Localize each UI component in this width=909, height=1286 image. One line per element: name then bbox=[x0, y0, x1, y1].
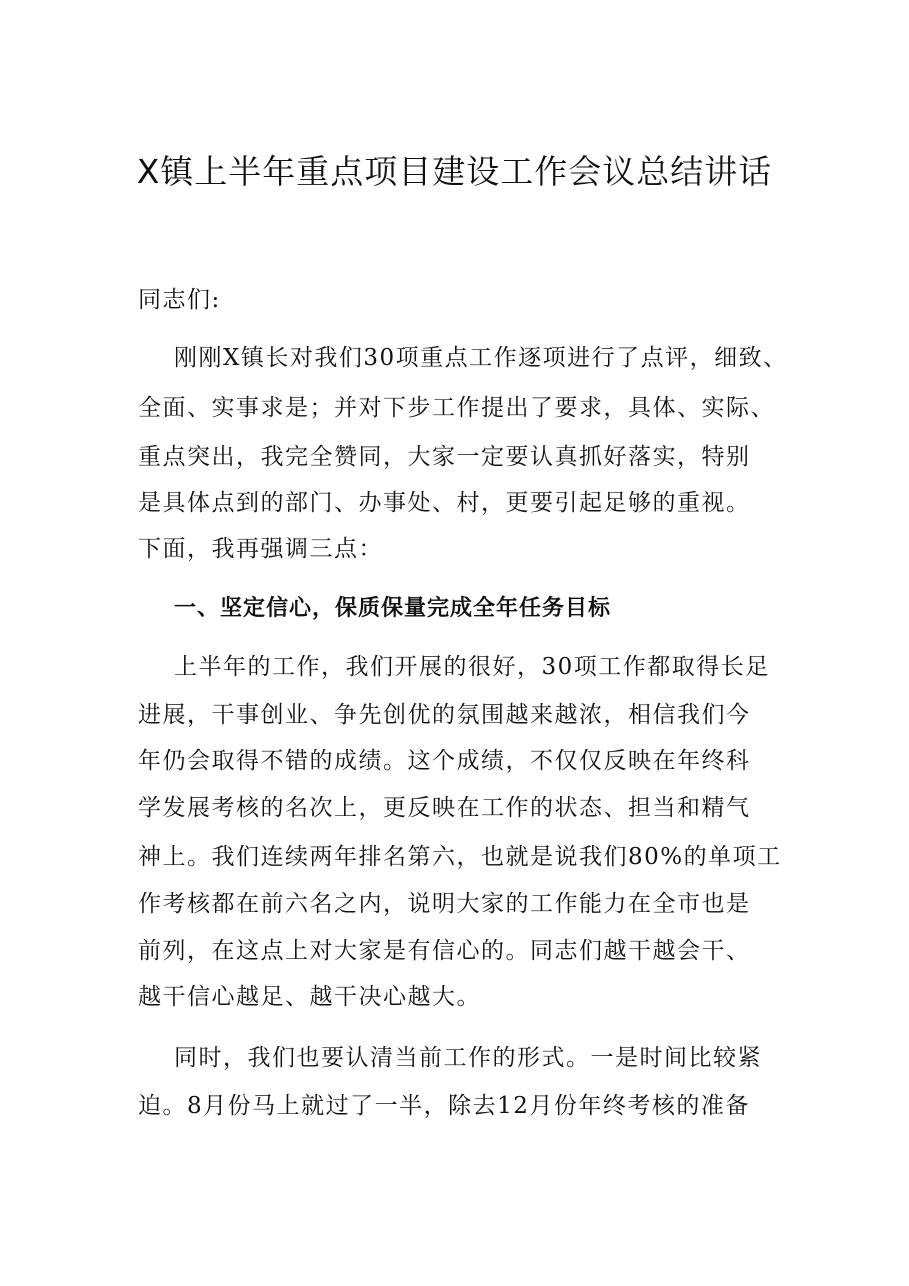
paragraph-line: 作考核都在前六名之内，说明大家的工作能力在全市也是 bbox=[138, 891, 751, 917]
paragraph-line: 全面、实事求是；并对下步工作提出了要求，具体、实际、 bbox=[138, 395, 775, 421]
paragraph-line: 同时，我们也要认清当前工作的形式。一是时间比较紧 bbox=[174, 1045, 762, 1071]
paragraph-line: 越干信心越足、越干决心越大。 bbox=[138, 984, 481, 1010]
paragraph-line: 进展，干事创业、争先创优的氛围越来越浓，相信我们今 bbox=[138, 702, 751, 728]
section-heading: 一、坚定信心，保质保量完成全年任务目标 bbox=[174, 596, 612, 621]
paragraph-line: 学发展考核的名次上，更反映在工作的状态、担当和精气 bbox=[138, 795, 751, 821]
salutation: 同志们: bbox=[138, 287, 221, 313]
paragraph-line: 神上。我们连续两年排名第六，也就是说我们80%的单项工 bbox=[138, 844, 782, 870]
document-title: X镇上半年重点项目建设工作会议总结讲话 bbox=[136, 152, 773, 191]
paragraph-line: 迫。8月份马上就过了一半，除去12月份年终考核的准备 bbox=[138, 1093, 750, 1119]
paragraph-line: 是具体点到的部门、办事处、村，更要引起足够的重视。 bbox=[138, 490, 751, 516]
paragraph-line: 年仍会取得不错的成绩。这个成绩，不仅仅反映在年终科 bbox=[138, 748, 751, 774]
paragraph-line: 刚刚X镇长对我们30项重点工作逐项进行了点评，细致、 bbox=[174, 345, 788, 371]
paragraph-line: 前列，在这点上对大家是有信心的。同志们越干越会干、 bbox=[138, 938, 751, 964]
paragraph-line: 上半年的工作，我们开展的很好，30项工作都取得长足 bbox=[174, 654, 770, 680]
paragraph-line: 下面，我再强调三点： bbox=[138, 536, 383, 562]
paragraph-line: 重点突出，我完全赞同，大家一定要认真抓好落实，特别 bbox=[138, 444, 751, 470]
